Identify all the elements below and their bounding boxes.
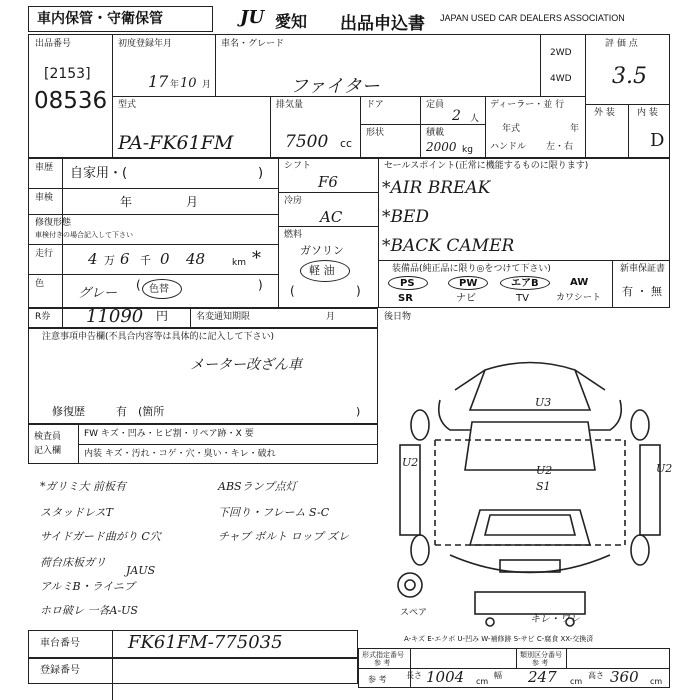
equipment-grid: [384, 276, 610, 306]
mileage-man2: 6: [120, 250, 130, 268]
equip-sr-label: SR: [398, 293, 413, 304]
load-unit: kg: [462, 145, 473, 155]
capacity-unit: 人: [470, 114, 480, 124]
r-ticket-value: 11090: [86, 306, 144, 327]
height-value: 360: [610, 668, 639, 686]
load-label: 積載: [426, 128, 445, 138]
color-close: ): [258, 278, 263, 292]
gasoline-option: ガソリン: [300, 244, 344, 257]
width-label: 幅: [494, 671, 502, 680]
inspection-note-right-0: ABSランプ点灯: [218, 480, 297, 493]
color-label: 色: [35, 279, 45, 289]
spare-label: スペア: [400, 608, 428, 618]
equip-navi-label: ナビ: [456, 293, 476, 304]
lot-number: 08536: [34, 88, 108, 114]
new-car-warranty-label: 新車保証書: [620, 264, 666, 274]
damage-legend: A-キズ E-エクボ U-凹み W-補修跡 S-サビ C-腐食 XX-交換済: [404, 635, 594, 643]
shape-label: 形状: [366, 128, 385, 138]
equip-seat-label: カワシート: [556, 293, 602, 303]
shaken-label: 車検: [35, 193, 54, 203]
registration-number-label: 登録番号: [40, 665, 80, 676]
equip-ps: [388, 276, 428, 290]
reg-month: 10: [180, 76, 197, 91]
mileage-man: 4: [88, 250, 98, 268]
inspection-note-5: ホロ破レ 一各A-US: [40, 604, 138, 617]
history-close: ): [258, 166, 264, 181]
private-use-option: 自家用・(: [70, 166, 128, 181]
diagram-s1: S1: [536, 480, 551, 493]
diagram-u3: U3: [535, 396, 552, 409]
mod-type-note: 車検付きの場合記入して下さい: [35, 231, 133, 239]
r-ticket-label: R券: [35, 312, 51, 322]
inspection-note-right-2: チャブ ボルト ロップ ズレ: [218, 530, 349, 543]
equip-pw: [448, 276, 488, 290]
inspector-label: 検査員: [34, 432, 62, 442]
model-code: PA-FK61FM: [118, 132, 234, 154]
doc-title: 出品申込書: [340, 14, 425, 34]
chassis-number: FK61FM-775035: [128, 632, 283, 653]
shift-value: F6: [318, 173, 338, 191]
car-name-grade-label: 車名・グレード: [221, 39, 285, 49]
later-mount-label: 後日物: [384, 312, 412, 322]
lot-number-label: 出品番号: [35, 39, 72, 49]
selling-points-label: セールスポイント(正常に機能するものに限ります): [384, 161, 589, 171]
model-spec-label: 形式指定番号: [362, 651, 404, 659]
org-logo-text: JU: [240, 7, 265, 28]
car-damage-diagram: [380, 330, 680, 640]
reference-label: 参 考: [368, 675, 387, 684]
mileage-mark: *: [252, 248, 261, 269]
repair-location: (箇所: [138, 405, 165, 418]
shaken-year: 年: [120, 195, 133, 209]
color-change-text: 色替: [149, 284, 169, 295]
reg-year: 17: [148, 72, 169, 91]
length-label: 長さ: [406, 671, 422, 680]
mileage-rest: 48: [186, 250, 206, 268]
reg-year-unit: 年: [170, 80, 180, 90]
first-registration-label: 初度登録年月: [118, 39, 173, 49]
r-ticket-unit: 円: [156, 309, 169, 323]
inspection-note-3: 荷台床板ガリ: [40, 556, 106, 569]
inspection-note-4: アルミB・ライニブ: [40, 580, 135, 593]
equipment-label: 装備品(純正品に限り◎をつけて下さい): [392, 264, 551, 274]
model-spec-ref: 参 考: [374, 659, 391, 667]
notes-header: 注意事項申告欄(不具合内容等は具体的に記入して下さい): [42, 332, 275, 342]
repair-location-label: 箇所: [142, 405, 165, 418]
shift-label: シフト: [284, 161, 312, 171]
equip-pw-label: PW: [459, 278, 478, 289]
repair-history-yes: 有: [116, 405, 127, 418]
car-name: ファイター: [290, 76, 380, 97]
association-name: JAPAN USED CAR DEALERS ASSOCIATION: [440, 13, 625, 23]
aircon-value: AC: [320, 208, 343, 226]
color-open: (: [136, 278, 141, 292]
load-value: 2000: [426, 140, 457, 154]
lot-bracket: [2153]: [44, 66, 91, 82]
diesel-circle: [300, 260, 350, 282]
repair-history-label: 修復歴: [52, 405, 85, 418]
equip-airbag-label: エアB: [511, 278, 539, 289]
selling-point-2: *BED: [382, 207, 430, 227]
doors-label: ドア: [366, 100, 384, 110]
height-label: 高さ: [588, 671, 604, 680]
mileage-label: 走行: [35, 249, 54, 259]
diesel-option: 軽 油: [309, 264, 335, 277]
selling-point-3: *BACK CAMER: [382, 236, 515, 256]
equip-tv-label: TV: [516, 293, 529, 304]
mileage-man-unit: 万: [104, 254, 115, 267]
inspection-note-aus: JAUS: [126, 564, 156, 577]
displacement-label: 排気量: [276, 100, 304, 110]
width-value: 247: [528, 668, 557, 686]
mileage-km: km: [232, 258, 246, 268]
diagram-u2-left: U2: [402, 456, 419, 469]
org-name: 愛知: [275, 12, 308, 31]
wd2-label: 2WD: [550, 48, 572, 58]
inspection-note-0: *ガリミ大 前板有: [40, 480, 126, 493]
dealer-parallel-label: ディーラー・並 行: [490, 100, 565, 110]
equip-airbag: [500, 276, 550, 290]
fuel-label: 燃料: [284, 230, 303, 240]
color-value: グレー: [78, 286, 118, 301]
inspection-note-right-1: 下回り・フレーム S-C: [218, 506, 330, 519]
repair-close: ): [356, 405, 361, 418]
mileage-sen: 0: [160, 250, 170, 268]
entry-label: 記入欄: [34, 446, 62, 456]
displacement-value: 7500: [285, 132, 329, 152]
equip-aw-label: AW: [570, 277, 589, 288]
length-unit: cm: [476, 677, 489, 686]
mod-type-label: 修復形態: [35, 218, 72, 228]
category-number-label: 類別区分番号: [520, 651, 562, 659]
wd4-label: 4WD: [550, 74, 572, 84]
width-unit: cm: [570, 677, 583, 686]
interior-row: 内装 キズ・汚れ・コゲ・穴・臭い・キレ・破れ: [84, 449, 276, 459]
fw-row: FW キズ・凹み・ヒビ割・リペア跡・X 要: [84, 429, 254, 439]
history-label: 車歴: [35, 163, 54, 173]
diagram-u2-right: U2: [656, 462, 673, 475]
mileage-sen-unit: 千: [140, 254, 151, 267]
handle-options: 左・右: [546, 142, 574, 152]
color-change-mark: [142, 279, 182, 299]
reg-month-unit: 月: [202, 80, 212, 90]
interior-label: 内 装: [637, 108, 658, 118]
note-meter: メーター改ざん車: [190, 357, 302, 373]
shaken-month: 月: [186, 195, 199, 209]
transfer-deadline-label: 名変通知期限: [196, 312, 251, 322]
length-value: 1004: [426, 668, 465, 686]
selling-point-1: *AIR BREAK: [382, 178, 491, 198]
inspection-notes: [40, 476, 380, 624]
storage-label-box: [28, 6, 213, 32]
aircon-label: 冷房: [284, 196, 303, 206]
category-number-ref: 参 考: [532, 659, 549, 667]
capacity-value: 2: [452, 108, 461, 124]
storage-label: 車内保管・守衛保管: [37, 11, 163, 27]
equip-ps-label: PS: [400, 278, 415, 289]
org-logo: [240, 7, 264, 28]
model-label: 型式: [118, 100, 137, 110]
diagram-u2-center: U2: [536, 464, 553, 477]
fuel-close: ): [356, 284, 361, 298]
warranty-options: 有 ・ 無: [622, 285, 662, 298]
year-format-year: 年: [570, 124, 580, 134]
interior-grade: D: [650, 130, 665, 151]
inspection-note-2: サイドガード曲がり C穴: [40, 530, 161, 543]
diagram-bottom-note: キレ・ワレ: [530, 614, 580, 625]
fuel-open: (: [290, 284, 295, 298]
chassis-number-label: 車台番号: [40, 638, 80, 649]
year-format-label: 年式: [502, 124, 521, 134]
displacement-unit: cc: [340, 137, 353, 150]
exterior-label: 外 装: [594, 108, 615, 118]
capacity-label: 定員: [426, 100, 445, 110]
transfer-deadline-month: 月: [326, 312, 336, 322]
inspection-note-1: スタッドレスT: [40, 506, 114, 519]
handle-label: ハンドル: [490, 142, 527, 152]
score-value: 3.5: [612, 64, 647, 89]
score-label: 評 価 点: [605, 39, 638, 49]
height-unit: cm: [650, 677, 663, 686]
